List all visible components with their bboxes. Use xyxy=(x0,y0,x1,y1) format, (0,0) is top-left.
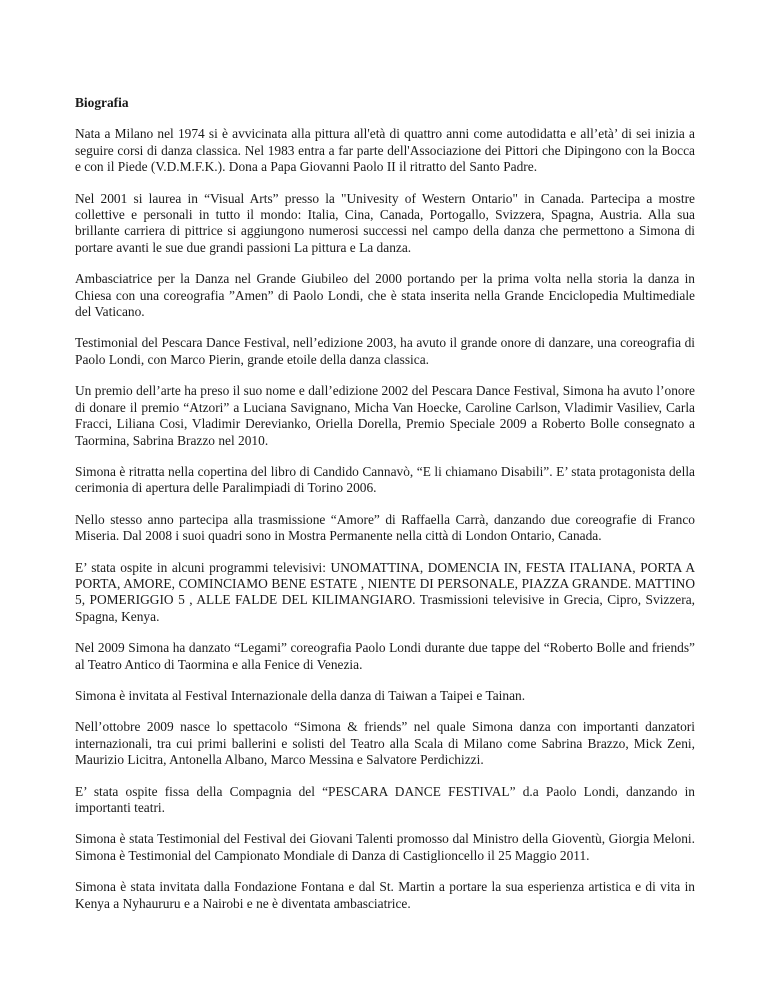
paragraph: Nello stesso anno partecipa alla trasmissione “Amore” di Raffaella Carrà, danzando due coreografie di Franco Miseria. Dal 2008 i suoi quadri sono in Mostra Permanente nella città di London Ontario, Canada. xyxy=(75,511,695,544)
paragraph: E’ stata ospite in alcuni programmi televisivi: UNOMATTINA, DOMENCIA IN, FESTA ITALIANA, PORTA A PORTA, AMORE, COMINCIAMO BENE ESTATE , NIENTE DI PERSONALE, PIAZZA GRANDE. MATTINO 5, POMERIGGIO 5 , ALLE FALDE DEL KILIMANGIARO. Trasmissioni televisive in Grecia, Cipro, Svizzera, Spagna, Kenya. xyxy=(75,559,695,624)
paragraph: Ambasciatrice per la Danza nel Grande Giubileo del 2000 portando per la prima volta nella storia la danza in Chiesa con una coreografia ”Amen” di Paolo Londi, che è stata inserita nella Grande Enciclopedia Multimediale del Vaticano. xyxy=(75,271,695,320)
paragraph: Simona è stata Testimonial del Festival dei Giovani Talenti promosso dal Ministro della Gioventù, Giorgia Meloni. Simona è Testimonial del Campionato Mondiale di Danza di Castiglioncello il 25 Maggio 2011. xyxy=(75,831,695,863)
paragraph: Nata a Milano nel 1974 si è avvicinata alla pittura all'età di quattro anni come autodidatta e all’età’ di sei inizia a seguire corsi di danza classica. Nel 1983 entra a far parte dell'Associazione dei Pittori che Dipingono con la Bocca e con il Piede (V.D.M.F.K.). Dona a Papa Giovanni Paolo II il ritratto del Santo Padre. xyxy=(75,126,695,175)
paragraph: Simona è stata invitata dalla Fondazione Fontana e dal St. Martin a portare la sua esperienza artistica e di vita in Kenya a Nyhaururu e a Nairobi e ne è diventata ambasciatrice. xyxy=(75,879,695,911)
paragraph: Simona è ritratta nella copertina del libro di Candido Cannavò, “E li chiamano Disabili”. E’ stata protagonista della cerimonia di apertura delle Paralimpiadi di Torino 2006. xyxy=(75,463,695,496)
paragraph: Nel 2001 si laurea in “Visual Arts” presso la "Univesity of Western Ontario" in Canada. Partecipa a mostre collettive e personali in tutto il mondo: Italia, Cina, Canada, Portogallo, Svizzera, Spagna, Austria. Alla sua brillante carriera di pittrice si aggiungono numerosi successi nel campo della danza che permettono a Simona di portare avanti le sue due grandi passioni La pittura e La danza. xyxy=(75,190,695,255)
document-page xyxy=(75,95,695,927)
paragraph: Un premio dell’arte ha preso il suo nome e dall’edizione 2002 del Pescara Dance Festival, Simona ha avuto l’onore di donare il premio “Atzori” a Luciana Savignano, Micha Van Hoecke, Caroline Carlson, Vladimir Vasiliev, Carla Fracci, Liliana Cosi, Vladimir Derevianko, Oriella Dorella, Premio Speciale 2009 a Roberto Bolle consegnato a Taormina, Sabrina Brazzo nel 2010. xyxy=(75,383,695,448)
paragraph: Nel 2009 Simona ha danzato “Legami” coreografia Paolo Londi durante due tappe del “Roberto Bolle and friends” al Teatro Antico di Taormina e alla Fenice di Venezia. xyxy=(75,640,695,672)
paragraph: E’ stata ospite fissa della Compagnia del “PESCARA DANCE FESTIVAL” d.a Paolo Londi, danzando in importanti teatri. xyxy=(75,783,695,815)
paragraph: Simona è invitata al Festival Internazionale della danza di Taiwan a Taipei e Tainan. xyxy=(75,687,526,703)
paragraph: Testimonial del Pescara Dance Festival, nell’edizione 2003, ha avuto il grande onore di danzare, una coreografia di Paolo Londi, con Marco Pierin, grande etoile della danza classica. xyxy=(75,335,695,367)
document-title: Biografia xyxy=(75,95,129,110)
paragraph: Nell’ottobre 2009 nasce lo spettacolo “Simona & friends” nel quale Simona danza con importanti danzatori internazionali, tra cui primi ballerini e solisti del Teatro alla Scala di Milano come Sabrina Brazzo, Mick Zeni, Maurizio Licitra, Antonella Albano, Marco Messina e Salvatore Perdichizzi. xyxy=(75,719,695,768)
